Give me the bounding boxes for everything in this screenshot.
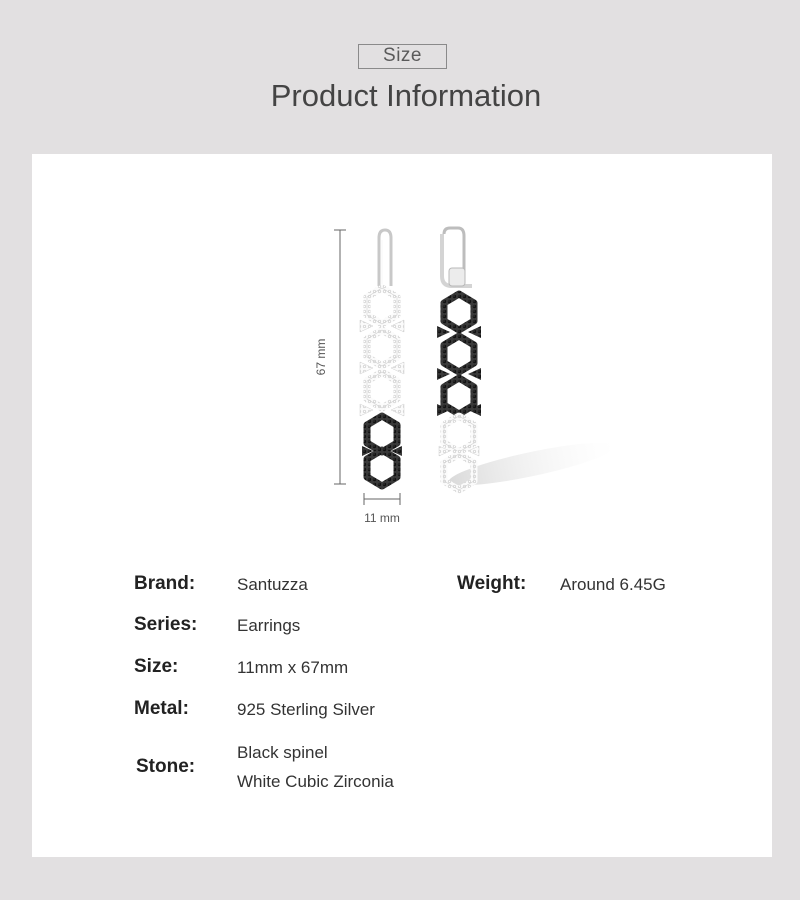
stone-label: Stone:	[136, 756, 196, 777]
left-earring	[360, 230, 404, 486]
weight-value: Around 6.45G	[560, 575, 666, 594]
series-label: Series:	[134, 614, 198, 635]
size-value: 11mm x 67mm	[237, 658, 349, 677]
brand-value: Santuzza	[237, 575, 308, 594]
right-earring	[437, 228, 481, 490]
product-info-card	[32, 154, 772, 857]
earrings-image	[32, 154, 772, 554]
height-label: 67 mm	[314, 338, 328, 376]
metal-value: 925 Sterling Silver	[237, 700, 375, 719]
size-badge: Size	[358, 44, 447, 69]
width-label: 11 mm	[364, 511, 400, 525]
width-dimension	[364, 493, 400, 525]
size-label: Size:	[134, 656, 179, 677]
weight-label: Weight:	[457, 573, 527, 594]
metal-label: Metal:	[134, 698, 189, 719]
stone-value-white-cz: White Cubic Zirconia	[237, 772, 394, 791]
stone-value-black-spinel: Black spinel	[237, 743, 328, 762]
series-value: Earrings	[237, 616, 301, 635]
brand-label: Brand:	[134, 573, 196, 594]
page-title: Product Information	[270, 78, 542, 113]
height-dimension	[314, 230, 346, 484]
